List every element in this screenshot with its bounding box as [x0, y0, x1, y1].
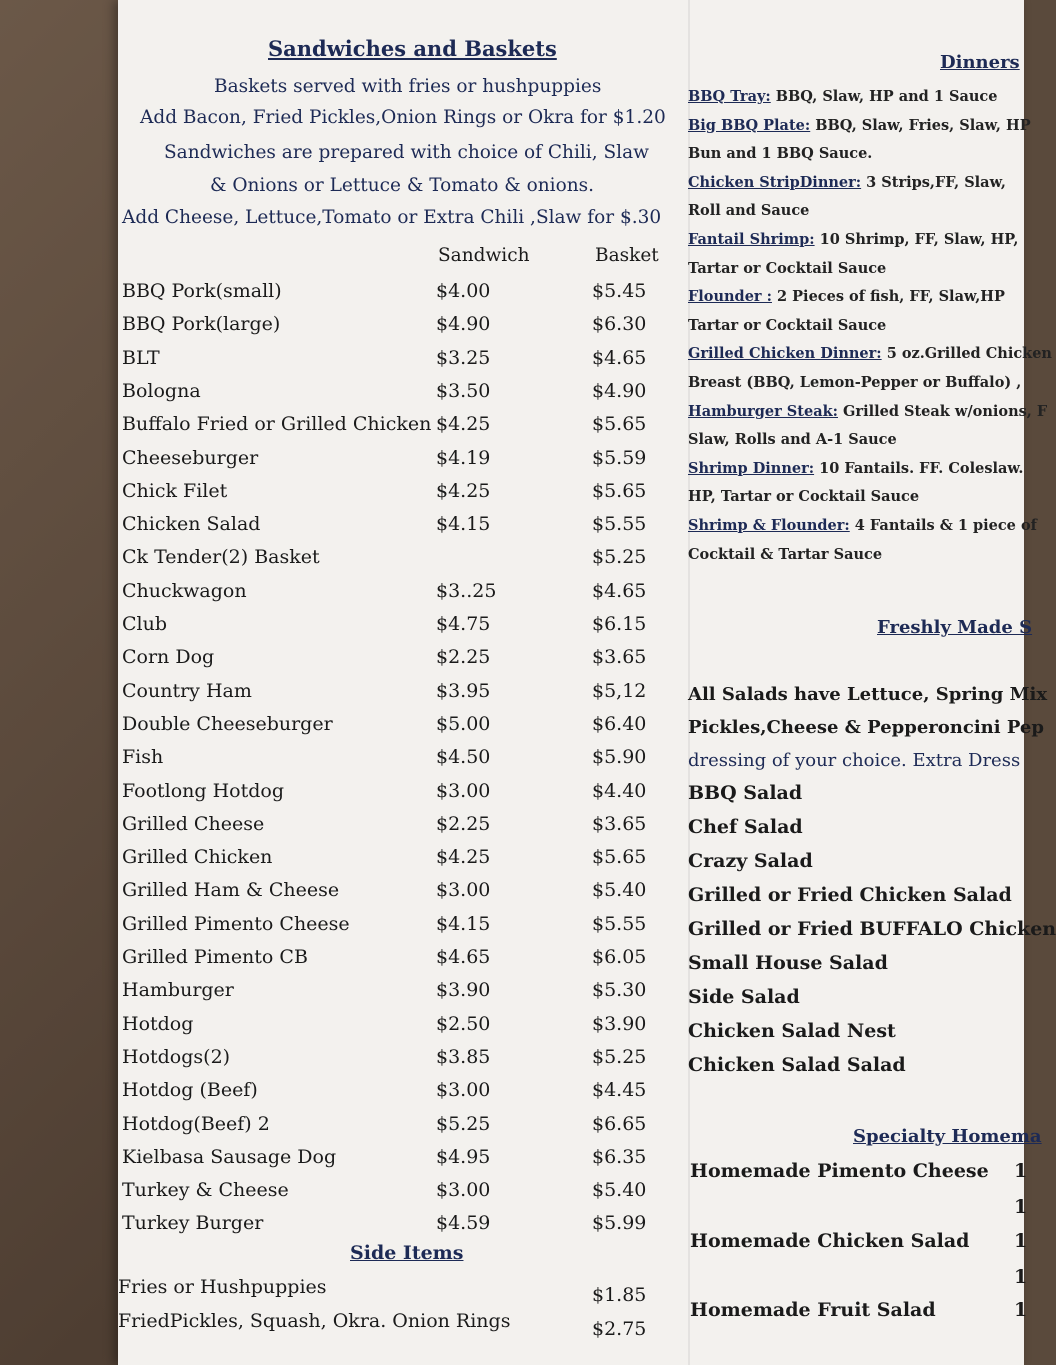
dinner-line	[688, 202, 809, 219]
specialty-price-fragment: 1	[1014, 1266, 1028, 1288]
side-items-title: Side Items	[350, 1242, 464, 1264]
basket-price: $5.65	[592, 846, 647, 869]
sandwich-price: $5.25	[436, 1112, 491, 1135]
menu-item-name: Grilled Ham & Cheese	[122, 879, 340, 902]
sandwich-price: $4.15	[436, 513, 491, 536]
salad-note: Pickles,Cheese & Pepperoncini Pep	[688, 717, 1044, 738]
specialty-title: Specialty Homema	[853, 1126, 1042, 1147]
basket-price: $4.45	[592, 1079, 647, 1102]
dinners-title: Dinners	[940, 52, 1020, 73]
specialty-item: Homemade Chicken Salad	[690, 1230, 970, 1252]
menu-item-name: Chick Filet	[122, 479, 228, 502]
specialty-price-fragment: 1	[1014, 1230, 1028, 1252]
dinner-name: Shrimp Dinner:	[688, 459, 815, 477]
salad-item: Chicken Salad Nest	[688, 1020, 896, 1042]
dinner-name: BBQ Tray:	[688, 88, 771, 105]
specialty-item: Homemade Fruit Salad	[690, 1299, 936, 1321]
menu-item-row	[122, 413, 662, 446]
dinner-name: Hamburger Steak:	[688, 402, 838, 420]
menu-item-row	[122, 1013, 662, 1046]
salad-item: Small House Salad	[688, 952, 888, 974]
salad-item: Chicken Salad Salad	[688, 1054, 906, 1076]
basket-price: $5.25	[592, 546, 647, 569]
side-item	[118, 1276, 658, 1306]
basket-price: $3.65	[592, 646, 647, 669]
menu-item-row	[122, 580, 662, 613]
menu-item-name: Cheeseburger	[122, 446, 259, 469]
sandwich-price: $3..25	[436, 579, 497, 602]
basket-price: $5.55	[592, 513, 647, 536]
basket-price: $5.40	[592, 879, 647, 902]
specialty-price-fragment: 1	[1014, 1299, 1028, 1321]
sandwich-price: $4.59	[436, 1212, 491, 1235]
side-item-name: FriedPickles, Squash, Okra. Onion Rings	[118, 1310, 511, 1332]
menu-item-row	[122, 979, 662, 1012]
sandwich-price: $4.90	[436, 313, 491, 336]
menu-item-name: Hotdogs(2)	[122, 1045, 231, 1068]
menu-item-name: Fish	[122, 746, 164, 769]
dinner-line	[688, 174, 1006, 191]
dinner-description: Bun and 1 BBQ Sauce.	[688, 145, 873, 163]
note-line: & Onions or Lettuce & Tomato & onions.	[210, 175, 595, 196]
menu-item-name: Hamburger	[122, 979, 234, 1002]
sandwich-price: $2.50	[436, 1012, 491, 1035]
menu-item-name: Chicken Salad	[122, 513, 261, 536]
menu-item-name: Footlong Hotdog	[122, 779, 285, 802]
menu-item-row	[122, 480, 662, 513]
menu-item-row	[122, 713, 662, 746]
basket-price: $4.65	[592, 579, 647, 602]
basket-price: $5.65	[592, 413, 647, 436]
basket-price: $6.15	[592, 613, 647, 635]
specialty-item: Homemade Pimento Cheese	[690, 1160, 989, 1182]
dinner-name: Flounder :	[688, 288, 772, 306]
sandwich-price: $3.50	[436, 379, 491, 402]
sandwich-price: $5.00	[436, 712, 491, 735]
menu-item-name: Kielbasa Sausage Dog	[122, 1145, 337, 1168]
basket-price: $4.40	[592, 779, 647, 802]
sandwich-price: $4.65	[436, 946, 491, 968]
sandwich-price: $4.19	[436, 446, 491, 469]
dinner-description: BBQ, Slaw, HP and 1 Sauce	[770, 88, 998, 105]
note-line: Sandwiches are prepared with choice of Chili, Slaw	[164, 142, 649, 163]
dinner-name: Chicken StripDinner:	[688, 173, 862, 191]
dinner-description: 4 Fantails & 1 piece of	[849, 517, 1037, 534]
side-item	[118, 1310, 658, 1340]
menu-item-row	[122, 313, 662, 346]
menu-item-name: Grilled Cheese	[122, 812, 265, 835]
menu-item-row	[122, 1179, 662, 1212]
dinner-line	[688, 317, 886, 334]
specialty-price-fragment: 1	[1014, 1196, 1028, 1218]
menu-item-name: Club	[122, 613, 168, 635]
menu-item-name: Buffalo Fried or Grilled Chicken	[122, 413, 432, 436]
menu-item-name: Hotdog	[122, 1012, 194, 1035]
note-line: Add Cheese, Lettuce,Tomato or Extra Chili ,Slaw for $.30	[122, 207, 662, 228]
dinner-description: 3 Strips,FF, Slaw,	[861, 173, 1006, 191]
basket-price: $5.65	[592, 479, 647, 502]
dinner-description: Roll and Sauce	[688, 202, 810, 220]
menu-item-name: Grilled Pimento Cheese	[122, 912, 350, 935]
sandwich-price: $4.15	[436, 912, 491, 935]
basket-price: $4.90	[592, 379, 647, 402]
menu-item-row	[122, 879, 662, 912]
sandwich-price: $4.25	[436, 479, 491, 502]
basket-price: $5.45	[592, 280, 647, 302]
dinner-description: 10 Fantails. FF. Coleslaw.	[814, 459, 1024, 477]
dinner-line	[688, 288, 1005, 305]
dinner-description: Grilled Steak w/onions, F	[838, 402, 1048, 420]
dinner-description: Slaw, Rolls and A-1 Sauce	[688, 431, 897, 449]
basket-price: $3.65	[592, 812, 647, 835]
dinner-line	[688, 145, 872, 162]
menu-item-row	[122, 946, 662, 979]
dinner-description: Breast (BBQ, Lemon-Pepper or Buffalo) ,	[688, 374, 1022, 391]
section-title: Sandwiches and Baskets	[268, 36, 557, 61]
dinner-line	[688, 374, 1021, 391]
menu-item-name: Country Ham	[122, 679, 252, 702]
menu-item-row	[122, 1046, 662, 1079]
menu-item-row	[122, 646, 662, 679]
basket-price: $6.30	[592, 313, 647, 336]
menu-item-name: Grilled Chicken	[122, 846, 273, 869]
dinner-description: Tartar or Cocktail Sauce	[688, 316, 887, 334]
menu-item-name: Chuckwagon	[122, 579, 247, 602]
dinner-description: Tartar or Cocktail Sauce	[688, 259, 887, 277]
menu-item-row	[122, 380, 662, 413]
basket-price: $6.65	[592, 1112, 647, 1135]
menu-sheet	[118, 0, 1056, 1365]
column-header-sandwich: Sandwich	[438, 245, 530, 266]
menu-item-name: Hotdog (Beef)	[122, 1079, 258, 1102]
dinner-line	[688, 431, 897, 448]
basket-price: $5.90	[592, 746, 647, 769]
dinner-line	[688, 260, 886, 277]
column-header-basket: Basket	[595, 245, 659, 266]
sandwich-price: $3.00	[436, 1079, 491, 1102]
menu-item-name: Double Cheeseburger	[122, 712, 333, 735]
basket-price: $5.99	[592, 1212, 647, 1235]
salad-item: BBQ Salad	[688, 782, 803, 804]
menu-item-row	[122, 613, 662, 646]
menu-item-row	[122, 1146, 662, 1179]
dinner-name: Grilled Chicken Dinner:	[688, 345, 882, 363]
menu-item-row	[122, 846, 662, 879]
specialty-price-fragment: 1	[1014, 1160, 1028, 1182]
menu-item-row	[122, 280, 662, 313]
note-line: Add Bacon, Fried Pickles,Onion Rings or Okra for $1.20	[140, 107, 666, 128]
sandwich-price: $4.50	[436, 746, 491, 769]
basket-price: $5.25	[592, 1045, 647, 1068]
basket-price: $6.40	[592, 712, 647, 735]
sandwich-price: $4.00	[436, 280, 491, 302]
dinner-description: 2 Pieces of fish, FF, Slaw,HP	[771, 288, 1005, 306]
menu-item-name: Grilled Pimento CB	[122, 946, 308, 968]
salad-item: Chef Salad	[688, 816, 803, 838]
side-item-price: $1.85	[592, 1284, 647, 1306]
menu-item-row	[122, 813, 662, 846]
menu-item-row	[122, 1212, 662, 1245]
salad-item: Grilled or Fried BUFFALO Chicken	[688, 918, 1056, 940]
sandwich-price: $3.95	[436, 679, 491, 702]
menu-item-name: Ck Tender(2) Basket	[122, 546, 320, 569]
menu-item-row	[122, 513, 662, 546]
basket-price: $6.35	[592, 1145, 647, 1168]
menu-item-row	[122, 1113, 662, 1146]
salad-item: Side Salad	[688, 986, 800, 1008]
dinner-line	[688, 517, 1037, 534]
dinner-name: Fantail Shrimp:	[688, 231, 815, 248]
dinner-description: BBQ, Slaw, Fries, Slaw, HP	[810, 116, 1031, 134]
basket-price: $4.65	[592, 346, 647, 369]
salad-note: dressing of your choice. Extra Dress	[688, 750, 1021, 771]
menu-item-row	[122, 447, 662, 480]
salad-item: Grilled or Fried Chicken Salad	[688, 884, 1012, 906]
dinner-description: 10 Shrimp, FF, Slaw, HP,	[814, 231, 1019, 248]
dinner-description: HP, Tartar or Cocktail Sauce	[688, 488, 920, 506]
sandwich-price: $3.90	[436, 979, 491, 1002]
menu-item-row	[122, 546, 662, 579]
sandwich-price: $2.25	[436, 646, 491, 669]
basket-price: $5,12	[592, 679, 647, 702]
menu-item-name: Corn Dog	[122, 646, 215, 669]
menu-item-row	[122, 680, 662, 713]
sandwich-price: $4.25	[436, 413, 491, 436]
dinner-line	[688, 403, 1047, 420]
dinner-line	[688, 231, 1018, 248]
side-item-name: Fries or Hushpuppies	[118, 1276, 327, 1298]
dinner-line	[688, 345, 1052, 362]
dinner-description: Cocktail & Tartar Sauce	[688, 545, 883, 563]
basket-price: $5.40	[592, 1179, 647, 1202]
sandwich-price: $4.95	[436, 1145, 491, 1168]
menu-item-row	[122, 347, 662, 380]
menu-item-row	[122, 913, 662, 946]
menu-item-name: Turkey & Cheese	[122, 1179, 289, 1202]
basket-price: $3.90	[592, 1012, 647, 1035]
sandwich-price: $3.00	[436, 779, 491, 802]
salad-note: All Salads have Lettuce, Spring Mix	[688, 684, 1048, 705]
dinner-line	[688, 88, 997, 105]
menu-item-name: Bologna	[122, 379, 201, 402]
dinner-description: 5 oz.Grilled Chicken	[881, 345, 1052, 363]
menu-item-name: Hotdog(Beef) 2	[122, 1112, 270, 1135]
dinner-line	[688, 546, 882, 563]
sandwich-price: $3.00	[436, 879, 491, 902]
dinner-name: Big BBQ Plate:	[688, 116, 811, 134]
note-line: Baskets served with fries or hushpuppies	[214, 76, 602, 97]
menu-item-name: BBQ Pork(large)	[122, 313, 281, 336]
salads-title: Freshly Made S	[877, 617, 1033, 638]
menu-item-name: BLT	[122, 346, 160, 369]
menu-item-row	[122, 780, 662, 813]
menu-item-row	[122, 746, 662, 779]
dinner-line	[688, 488, 919, 505]
right-column	[688, 0, 1056, 1365]
menu-item-name: Turkey Burger	[122, 1212, 264, 1235]
menu-item-name: BBQ Pork(small)	[122, 280, 282, 302]
basket-price: $5.55	[592, 912, 647, 935]
sandwich-price: $3.25	[436, 346, 491, 369]
salad-item: Crazy Salad	[688, 850, 813, 872]
sandwich-price: $2.25	[436, 812, 491, 835]
dinner-name: Shrimp & Flounder:	[688, 517, 850, 534]
sandwich-price: $3.00	[436, 1179, 491, 1202]
dinner-line	[688, 460, 1023, 477]
basket-price: $5.59	[592, 446, 647, 469]
sandwich-price: $4.25	[436, 846, 491, 869]
menu-item-row	[122, 1079, 662, 1112]
basket-price: $5.30	[592, 979, 647, 1002]
dinner-line	[688, 117, 1031, 134]
basket-price: $6.05	[592, 946, 647, 968]
side-item-price: $2.75	[592, 1318, 647, 1340]
sandwich-price: $4.75	[436, 613, 491, 635]
sandwich-price: $3.85	[436, 1045, 491, 1068]
